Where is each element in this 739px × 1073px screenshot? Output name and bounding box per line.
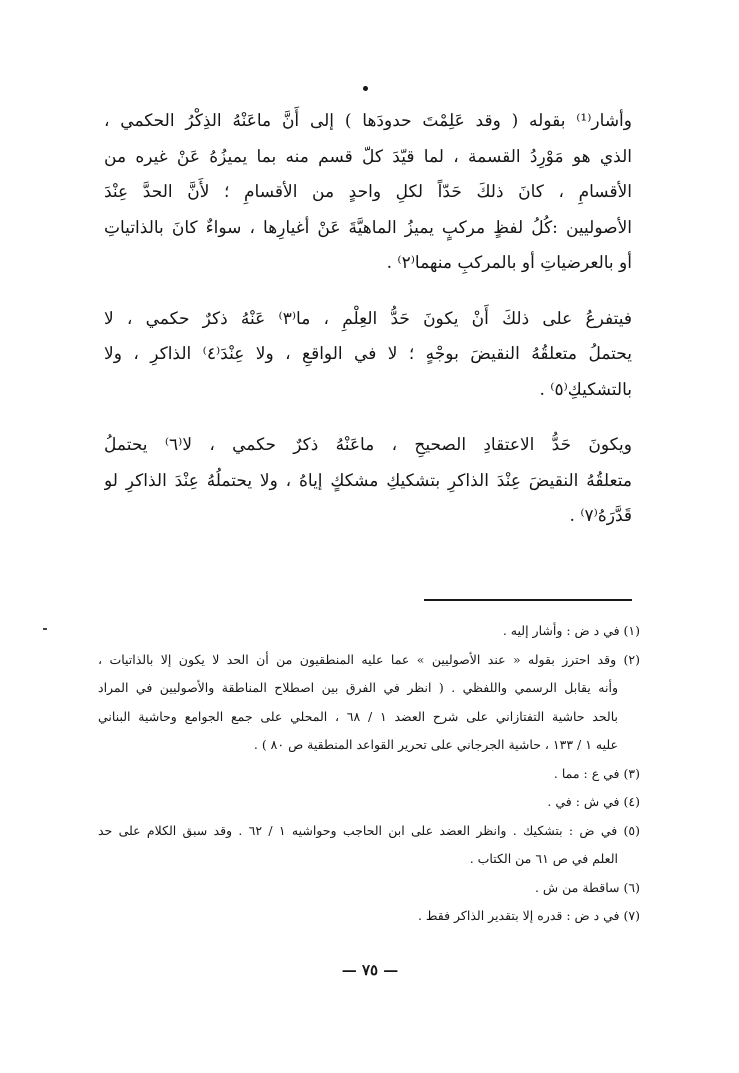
text-line: يحتملُ متعلقُهُ النقيضَ بوجْهٍ ؛ لا في الواقعِ ، ولا عِنْدَ⁽٤⁾ الذاكرِ ، ولا [104, 344, 632, 364]
footnote-5: (٥) في ض : بتشكيك . وانظر العضد على ابن الحاجب وحواشيه ١ / ٦٢ . وقد سبق الكلام على حد [98, 822, 640, 838]
text-line: ويكونَ حَدُّ الاعتقادِ الصحيحِ ، ماعَنْهُ ذكرٌ حكمي ، لا⁽٦⁾ يحتملُ [104, 435, 632, 455]
text-line: قَدَّرَهُ⁽٧⁾ . [569, 506, 632, 526]
footnote-2-line: عليه ١ / ١٣٣ ، حاشية الجرجاني على تحرير القواعد المنطقية ص ٨٠ ) . [253, 737, 618, 752]
footnote-6: (٦) ساقطة من ش . [534, 879, 640, 895]
text-line: الأقسامِ ، كانَ ذلكَ حَدّاً لكلِ واحدٍ من الأقسامِ ؛ لأَنَّ الحدَّ عِنْدَ [104, 182, 632, 202]
text-line: الذي هو مَوْرِدُ القسمة ، لما قيّدَ كلّ قسم منه بما يميزُهُ عَنْ غيره من [104, 146, 632, 167]
paragraph-3 [104, 428, 632, 535]
paragraph-1 [104, 104, 632, 282]
ink-dot [363, 86, 368, 91]
footnote-2: (٢) وقد احترز بقوله « عند الأصوليين » عما عليه المنطقيون من أن الحد لا يكون إلا بالذاتيات ، [98, 651, 640, 667]
footnote-separator [424, 599, 632, 601]
footnote-7: (٧) في د ض : قدره إلا بتقدير الذاكر فقط . [417, 908, 640, 923]
text-line: فيتفرعُ على ذلكَ أَنْ يكونَ حَدُّ العِلْمِ ، ما⁽٣⁾ عَنْهُ ذكرٌ حكمي ، لا [104, 308, 632, 329]
paragraph-2 [104, 302, 632, 409]
main-text [104, 104, 632, 535]
text-line: أو بالعرضياتِ أو بالمركبِ منهما⁽٢⁾ . [386, 253, 632, 273]
footnote-4: (٤) في ش : في . [547, 794, 640, 809]
footnote-2-line: بالحد حاشية التفتازاني على شرح العضد ١ / ٦٨ ، المحلي على جمع الجوامع وحاشية البناني [98, 708, 618, 724]
page-number: — ٧٥ — [341, 961, 399, 979]
page-number-value: ٧٥ [361, 961, 379, 979]
text-line: الأصوليين :كُلُ لفظٍ مركبٍ يميزُ الماهيَّةَ عَنْ أغيارِها ، سواءٌ كانَ بالذاتياتِ [104, 217, 632, 238]
text-line: وأشار⁽¹⁾ بقوله ( وقد عَلِمْتَ حدودَها ) إلى أَنَّ ماعَنْهُ الذِكْرُ الحكمي ، [104, 111, 632, 131]
footnote-3: (٣) في ع : مما . [553, 765, 640, 781]
text-line: متعلقُهُ النقيضَ عِنْدَ الذاكرِ بتشكيكِ مشككٍ إياهُ ، ولا يحتملُهُ عِنْدَ الذاكرِ لو [104, 470, 632, 491]
footnote-5-line: العلم في ص ٦١ من الكتاب . [469, 851, 618, 866]
footnotes [98, 617, 640, 931]
stray-ink-mark [43, 628, 47, 630]
text-line: بالتشكيكِ⁽٥⁾ . [539, 379, 632, 400]
footnote-1: (١) في د ض : وأشار إليه . [502, 623, 640, 638]
footnote-2-line: وأنه يقابل الرسمي واللفظي . ( انظر في الفرق بين اصطلاح المناطقة والأصوليين في المراد [98, 680, 618, 695]
